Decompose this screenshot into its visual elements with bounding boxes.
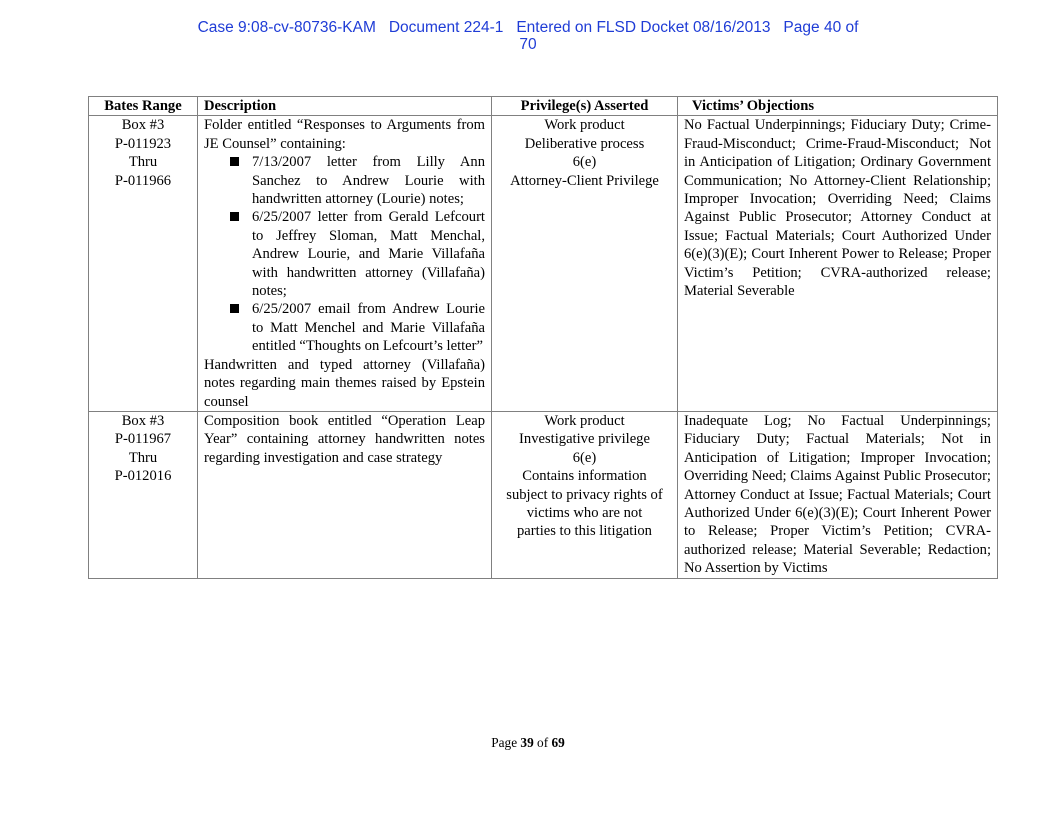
column-header-description: Description: [198, 97, 492, 116]
list-item: [252, 300, 485, 355]
docket-header-line1: Case 9:08-cv-80736-KAM Document 224-1 Entered on FLSD Docket 08/16/2013 Page 40 of: [197, 19, 859, 36]
objections-cell: Inadequate Log; No Factual Underpinnings; Fiduciary Duty; Factual Materials; Not in Anticipation of Litigation; Improper Invocation; Overriding Need; Claims Against Public Prosecutor; Attorney Conduct at Issue; Factual Materials; Court Authorized Under 6(e)(3)(E); Court Inherent Power to Release; Proper Victim’s Petition; CVRA-authorized release; Material Severable; Redaction; No Assertion by Victims: [678, 411, 998, 578]
square-bullet-icon: [230, 157, 239, 166]
column-header-privileges: Privilege(s) Asserted: [492, 97, 678, 116]
list-item: [252, 153, 485, 208]
privileges-cell: [492, 116, 678, 412]
privilege-item: parties to this litigation: [517, 523, 652, 540]
table-row: [89, 411, 998, 578]
square-bullet-icon: [230, 304, 239, 313]
column-header-bates-range: Bates Range: [89, 97, 198, 116]
bates-thru: Thru: [128, 154, 158, 171]
footer-page-total: 69: [551, 735, 565, 750]
privileges-cell: [492, 411, 678, 578]
privilege-item: 6(e): [572, 154, 597, 171]
bates-start: P-011967: [114, 431, 172, 448]
square-bullet-icon: [230, 212, 239, 221]
docket-header: [0, 19, 1056, 53]
privilege-item: subject to privacy rights of: [506, 486, 663, 503]
bates-end: P-012016: [114, 468, 172, 485]
table-header-row: [89, 97, 998, 116]
description-bullet-list: [204, 153, 485, 355]
bullet-text: 7/13/2007 letter from Lilly Ann Sanchez to Andrew Lourie with handwritten attorney (Lourie) notes;: [252, 154, 485, 208]
privilege-item: Contains information: [522, 468, 647, 485]
bates-start: P-011923: [114, 135, 172, 152]
privilege-log-table: [88, 96, 998, 579]
page-footer: [0, 735, 1056, 751]
privilege-item: Deliberative process: [524, 135, 645, 152]
bullet-text: 6/25/2007 email from Andrew Lourie to Matt Menchel and Marie Villafaña entitled “Thoughts on Lefcourt’s letter”: [252, 301, 485, 355]
column-header-objections: Victims’ Objections: [678, 97, 998, 116]
privilege-item: Work product: [544, 412, 625, 429]
bates-range-cell: [89, 116, 198, 412]
privilege-item: Work product: [544, 117, 625, 134]
bates-thru: Thru: [128, 449, 158, 466]
docket-header-line2: 70: [519, 36, 537, 53]
description-intro: Folder entitled “Responses to Arguments from JE Counsel” containing:: [204, 117, 485, 152]
bates-box: Box #3: [121, 412, 165, 429]
bates-box: Box #3: [121, 117, 165, 134]
privilege-item: victims who are not: [526, 504, 643, 521]
description-cell: Composition book entitled “Operation Leap Year” containing attorney handwritten notes regarding investigation and case strategy: [198, 411, 492, 578]
table-row: [89, 116, 998, 412]
footer-middle: of: [533, 735, 552, 750]
footer-prefix: Page: [491, 735, 521, 750]
privilege-item: 6(e): [572, 449, 597, 466]
privilege-item: Investigative privilege: [519, 431, 650, 448]
objections-cell: No Factual Underpinnings; Fiduciary Duty; Crime-Fraud-Misconduct; Crime-Fraud-Misconduct; Not in Anticipation of Litigation; Ordinary Government Communication; No Attorney-Client Relationship; Improper Invocation; Overriding Need; Claims Against Public Prosecutor; Attorney Conduct at Issue; Factual Materials; Court Authorized Under 6(e)(3)(E); Court Inherent Power to Release; Proper Victim’s Petition; CVRA-authorized release; Material Severable: [678, 116, 998, 412]
bates-range-cell: [89, 411, 198, 578]
bates-end: P-011966: [114, 172, 172, 189]
bullet-text: 6/25/2007 letter from Gerald Lefcourt to Jeffrey Sloman, Matt Menchal, Andrew Lourie, and Marie Villafaña with handwritten attorney (Villafaña) notes;: [252, 209, 485, 300]
description-outro: Handwritten and typed attorney (Villafaña) notes regarding main themes raised by Epstein counsel: [204, 356, 485, 410]
list-item: [252, 208, 485, 300]
description-cell: [198, 116, 492, 412]
privilege-item: Attorney-Client Privilege: [510, 172, 659, 189]
footer-page-current: 39: [520, 735, 534, 750]
